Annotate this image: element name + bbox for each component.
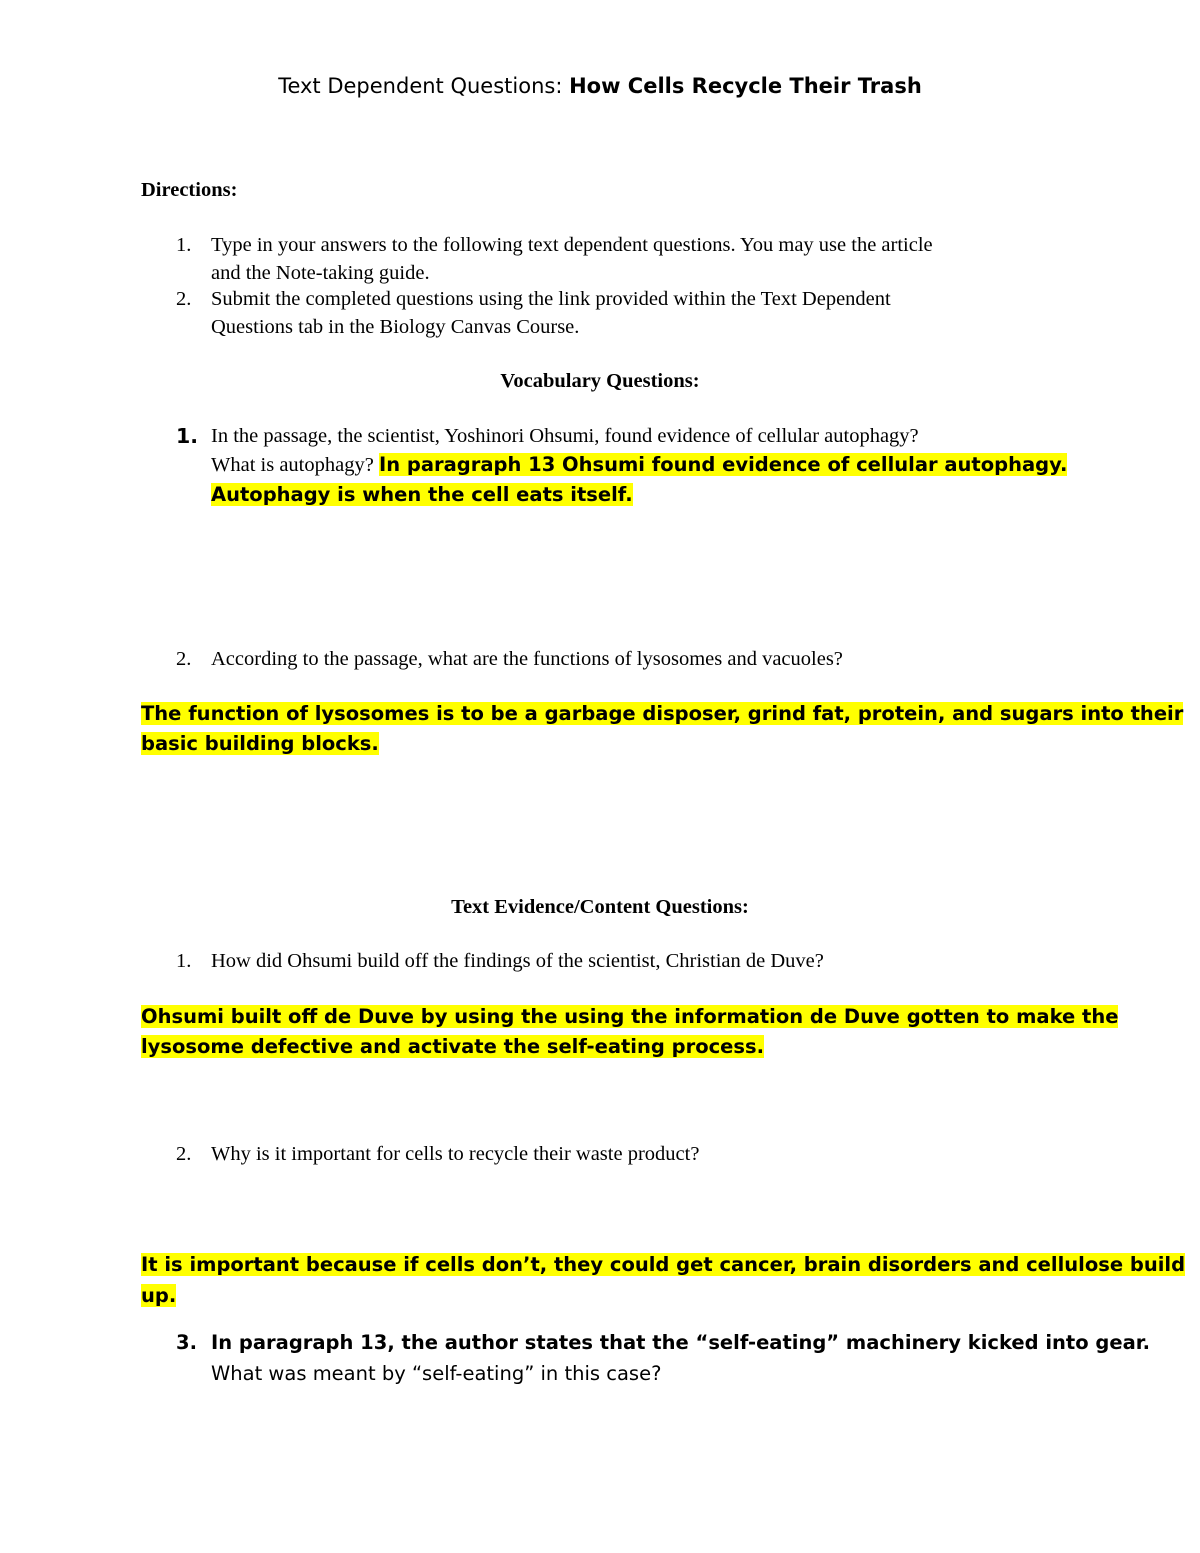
content-q1-answer-line-2 (141, 1032, 764, 1061)
vocab-q1-line-2 (211, 451, 1067, 479)
answer-highlight: up. (141, 1284, 177, 1307)
question-number: 3. (176, 1331, 197, 1354)
direction-1-line-1: Type in your answers to the following text dependent questions. You may use the article (211, 234, 933, 256)
answer-highlight: lysosome defective and activate the self-eating process. (141, 1035, 765, 1058)
vocab-q1-line-3 (211, 481, 633, 509)
vocab-q1-question-text: What is autophagy? (211, 454, 379, 476)
question-number: 1. (176, 424, 199, 448)
answer-highlight: basic building blocks. (141, 732, 379, 755)
direction-2-line-1: Submit the completed questions using the link provided within the Text Dependent (211, 288, 891, 310)
vocabulary-heading: Vocabulary Questions: (500, 370, 700, 392)
content-q1-question: How did Ohsumi build off the findings of the scientist, Christian de Duve? (211, 950, 824, 972)
direction-number: 2. (176, 288, 192, 310)
question-number: 2. (176, 1143, 192, 1165)
answer-highlight: The function of lysosomes is to be a garbage disposer, grind fat, protein, and sugars into their (141, 702, 1184, 725)
vocab-q1-answer-1: In paragraph 13 Ohsumi found evidence of cellular autophagy. (378, 453, 1068, 476)
directions-heading: Directions: (141, 179, 238, 201)
direction-1-line-2: and the Note-taking guide. (211, 262, 430, 284)
content-q3-line-2: What was meant by “self-eating” in this case? (211, 1362, 662, 1385)
vocab-q2-answer-line-2 (141, 729, 379, 758)
question-number: 1. (176, 950, 192, 972)
document-title (0, 74, 1200, 98)
answer-highlight: Ohsumi built off de Duve by using the using the information de Duve gotten to make the (141, 1005, 1119, 1028)
vocab-q1-answer-2: Autophagy is when the cell eats itself. (211, 483, 633, 506)
direction-2-line-2: Questions tab in the Biology Canvas Course. (211, 316, 580, 338)
content-q3-line-1: In paragraph 13, the author states that the “self-eating” machinery kicked into gear. (211, 1331, 1151, 1354)
content-q2-answer-line-2 (141, 1281, 176, 1310)
answer-highlight: It is important because if cells don’t, they could get cancer, brain disorders and cellulose build (141, 1253, 1186, 1276)
title-bold: How Cells Recycle Their Trash (569, 74, 922, 98)
vocab-q1-line-1: In the passage, the scientist, Yoshinori Ohsumi, found evidence of cellular autophagy? (211, 425, 919, 447)
content-heading: Text Evidence/Content Questions: (451, 896, 749, 918)
content-q2-answer-line-1 (141, 1250, 1185, 1279)
vocab-q2-answer-line-1 (141, 699, 1183, 728)
vocab-q2-question: According to the passage, what are the functions of lysosomes and vacuoles? (211, 648, 843, 670)
direction-number: 1. (176, 234, 192, 256)
title-prefix: Text Dependent Questions: (278, 74, 570, 98)
question-number: 2. (176, 648, 192, 670)
content-q1-answer-line-1 (141, 1002, 1118, 1031)
content-q2-question: Why is it important for cells to recycle their waste product? (211, 1143, 700, 1165)
